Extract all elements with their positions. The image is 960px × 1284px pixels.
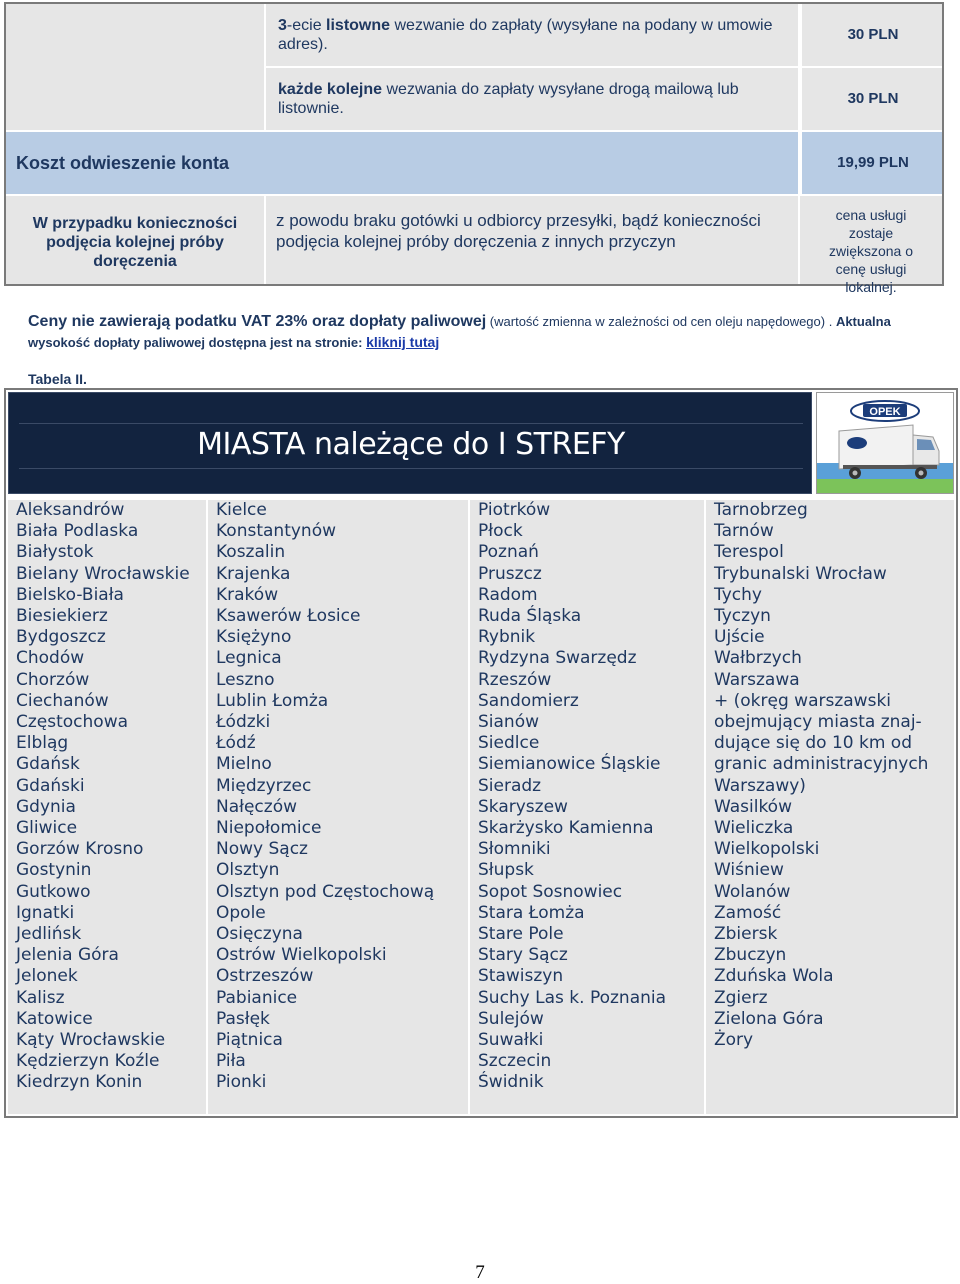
city-item: Zgierz bbox=[714, 987, 768, 1008]
city-item: Piła bbox=[216, 1051, 246, 1072]
city-item: Ostrów Wielkopolski bbox=[216, 945, 387, 966]
city-item: Sieradz bbox=[478, 775, 542, 796]
city-item: Olsztyn pod Częstochową bbox=[216, 881, 435, 902]
city-item: Siedlce bbox=[478, 733, 540, 754]
city-item: Kielce bbox=[216, 500, 267, 520]
city-item: Sopot Sosnowiec bbox=[478, 881, 623, 902]
city-item: Elbląg bbox=[16, 733, 69, 754]
city-item: Tarnów bbox=[714, 521, 774, 542]
city-item: Zbiersk bbox=[714, 924, 778, 945]
city-item: Warszawy) bbox=[714, 775, 806, 796]
city-item: Zduńska Wola bbox=[714, 966, 834, 987]
opek-truck-logo bbox=[816, 392, 954, 494]
city-item: Jelenia Góra bbox=[16, 945, 119, 966]
city-item: Katowice bbox=[16, 1008, 93, 1029]
city-item: Słomniki bbox=[478, 839, 551, 860]
city-item: Nowy Sącz bbox=[216, 839, 308, 860]
city-item: Pasłęk bbox=[216, 1008, 270, 1029]
price-row-1-price-cell bbox=[800, 4, 942, 66]
city-item: Pionki bbox=[216, 1072, 267, 1093]
city-item: Ruda Śląska bbox=[478, 606, 582, 627]
cities-column-3 bbox=[470, 500, 704, 1114]
city-item: Łódzki bbox=[216, 712, 271, 733]
city-item: Słupsk bbox=[478, 860, 534, 881]
city-item: Stare Pole bbox=[478, 924, 564, 945]
price-row-2-price-cell bbox=[800, 68, 942, 130]
city-item: Ignatki bbox=[16, 902, 75, 923]
city-item: Stara Łomża bbox=[478, 902, 585, 923]
city-item: Kędzierzyn Koźle bbox=[16, 1051, 160, 1072]
table-label: Tabela II. bbox=[28, 371, 87, 387]
city-item: Osięczyna bbox=[216, 924, 303, 945]
city-item: Ciechanów bbox=[16, 690, 109, 711]
price-row-4-note: cena usługi zostaje zwiększona o cenę usługi lokalnej. bbox=[828, 207, 914, 295]
city-item: Piątnica bbox=[216, 1030, 283, 1051]
city-item: Bydgoszcz bbox=[16, 627, 106, 648]
city-item: Rybnik bbox=[478, 627, 536, 648]
city-item: Sianów bbox=[478, 712, 540, 733]
city-item: Nałęczów bbox=[216, 796, 297, 817]
city-item: Płock bbox=[478, 521, 523, 542]
price-row-4-note-cell bbox=[800, 196, 942, 295]
cities-column-2 bbox=[208, 500, 468, 1114]
city-item: Łódź bbox=[216, 733, 256, 754]
city-item: Biesiekierz bbox=[16, 606, 108, 627]
city-item: Zbuczyn bbox=[714, 945, 787, 966]
city-item: Suchy Las k. Poznania bbox=[478, 987, 667, 1008]
cities-table bbox=[4, 388, 958, 1118]
city-item: Gdański bbox=[16, 775, 85, 796]
city-item: Olsztyn bbox=[216, 860, 280, 881]
city-item: Pruszcz bbox=[478, 563, 542, 584]
city-item: + (okręg warszawski bbox=[714, 690, 892, 711]
city-item: Kraków bbox=[216, 584, 279, 605]
city-item: Zamość bbox=[714, 902, 782, 923]
city-item: Żory bbox=[714, 1030, 754, 1051]
city-item: Stawiszyn bbox=[478, 966, 564, 987]
city-item: Kąty Wrocławskie bbox=[16, 1030, 166, 1051]
price-row-4-label: W przypadku konieczności podjęcia kolejnej próby doręczenia bbox=[32, 215, 238, 270]
city-item: Wałbrzych bbox=[714, 648, 802, 669]
city-item: Świdnik bbox=[478, 1072, 544, 1093]
city-item: Rzeszów bbox=[478, 669, 552, 690]
price-table-empty-cell bbox=[6, 4, 264, 130]
price-row-3 bbox=[6, 132, 798, 194]
vat-note-main: Ceny nie zawierają podatku VAT 23% oraz dopłaty paliwowej bbox=[28, 313, 487, 330]
price-table bbox=[4, 2, 944, 295]
city-item: Księżyno bbox=[216, 627, 292, 648]
city-item: Warszawa bbox=[714, 669, 800, 690]
city-item: Suwałki bbox=[478, 1030, 544, 1051]
price-row-4-desc-cell bbox=[266, 196, 798, 284]
price-row-2-desc bbox=[264, 68, 798, 130]
city-item: Gdynia bbox=[16, 796, 76, 817]
city-item: Kiedrzyn Konin bbox=[16, 1072, 143, 1093]
cities-column-1 bbox=[8, 500, 206, 1114]
vat-note-detail: (wartość zmienna w zależności od cen oleju napędowego) . bbox=[486, 314, 836, 329]
city-item: Gutkowo bbox=[16, 881, 91, 902]
vat-note bbox=[28, 312, 938, 353]
city-item: Szczecin bbox=[478, 1051, 552, 1072]
city-item: Biała Podlaska bbox=[16, 521, 139, 542]
city-item: Leszno bbox=[216, 669, 275, 690]
price-row-3-price-cell bbox=[800, 132, 942, 194]
city-item: Jedlińsk bbox=[16, 924, 82, 945]
city-item: Białystok bbox=[16, 542, 94, 563]
city-item: Gorzów Krosno bbox=[16, 839, 144, 860]
city-item: Terespol bbox=[714, 542, 784, 563]
city-item: Jelonek bbox=[16, 966, 78, 987]
city-item: Bielsko-Biała bbox=[16, 584, 124, 605]
city-item: Tyczyn bbox=[714, 606, 771, 627]
city-item: Skarżysko Kamienna bbox=[478, 818, 654, 839]
city-item: Tychy bbox=[714, 584, 762, 605]
city-item: Chorzów bbox=[16, 669, 90, 690]
cities-banner bbox=[8, 392, 812, 494]
city-item: Wiśniew bbox=[714, 860, 784, 881]
city-item: Trybunalski Wrocław bbox=[714, 563, 887, 584]
city-item: Pabianice bbox=[216, 987, 298, 1008]
city-item: Zielona Góra bbox=[714, 1008, 824, 1029]
truck-logo-icon bbox=[817, 393, 953, 493]
price-row-4-label-cell bbox=[6, 196, 264, 284]
city-item: Częstochowa bbox=[16, 712, 129, 733]
city-item: Aleksandrów bbox=[16, 500, 125, 520]
city-item: Lublin Łomża bbox=[216, 690, 329, 711]
city-item: dujące się do 10 km od bbox=[714, 733, 912, 754]
city-item: Wielkopolski bbox=[714, 839, 820, 860]
city-item: Piotrków bbox=[478, 500, 551, 520]
city-item: Poznań bbox=[478, 542, 539, 563]
price-row-1-desc bbox=[264, 4, 798, 66]
price-row-3-price: 19,99 PLN bbox=[837, 154, 909, 171]
city-item: granic administracyjnych bbox=[714, 754, 929, 775]
city-item: Ksawerów Łosice bbox=[216, 606, 361, 627]
city-item: Sulejów bbox=[478, 1008, 544, 1029]
price-row-1-price: 30 PLN bbox=[847, 26, 899, 43]
city-item: Koszalin bbox=[216, 542, 286, 563]
city-item: Legnica bbox=[216, 648, 282, 669]
price-row-2-price: 30 PLN bbox=[847, 90, 899, 107]
price-row-4-desc: z powodu braku gotówki u odbiorcy przesyłki, bądź konieczności podjęcia kolejnej próby doręczenia z innych przyczyn bbox=[276, 211, 761, 251]
city-item: Skaryszew bbox=[478, 796, 568, 817]
city-item: Opole bbox=[216, 902, 266, 923]
city-item: Tarnobrzeg bbox=[714, 500, 808, 520]
cities-title: MIASTA należące do I STREFY bbox=[197, 427, 625, 462]
city-item: Niepołomice bbox=[216, 818, 322, 839]
price-row-3-label: Koszt odwieszenie konta bbox=[16, 153, 230, 173]
city-item: Kalisz bbox=[16, 987, 65, 1008]
city-item: Wolanów bbox=[714, 881, 791, 902]
city-item: Chodów bbox=[16, 648, 85, 669]
city-item: Ujście bbox=[714, 627, 765, 648]
city-item: Krajenka bbox=[216, 563, 291, 584]
city-item: Gliwice bbox=[16, 818, 78, 839]
city-item: Konstantynów bbox=[216, 521, 336, 542]
city-item: Międzyrzec bbox=[216, 775, 312, 796]
city-item: Sandomierz bbox=[478, 690, 579, 711]
price-row-1-text: 3-ecie listowne wezwanie do zapłaty (wysyłane na podany w umowie adres). bbox=[278, 17, 773, 53]
city-item: Gdańsk bbox=[16, 754, 80, 775]
cities-column-4 bbox=[706, 500, 954, 1114]
fuel-surcharge-note: Aktualna wysokość dopłaty paliwowej dostępna jest na stronie: bbox=[28, 314, 891, 350]
city-item: Radom bbox=[478, 584, 538, 605]
city-item: Rydzyna Swarzędz bbox=[478, 648, 637, 669]
page-number: 7 bbox=[475, 1262, 485, 1283]
svg-text:OPEK: OPEK bbox=[869, 406, 901, 418]
city-item: Gostynin bbox=[16, 860, 92, 881]
city-item: Siemianowice Śląskie bbox=[478, 754, 661, 775]
city-item: obejmujący miasta znaj- bbox=[714, 712, 922, 733]
city-item: Bielany Wrocławskie bbox=[16, 563, 190, 584]
city-item: Stary Sącz bbox=[478, 945, 568, 966]
price-row-2-text: każde kolejne wezwania do zapłaty wysyłane drogą mailową lub listownie. bbox=[278, 81, 739, 117]
city-item: Wieliczka bbox=[714, 818, 794, 839]
city-item: Wasilków bbox=[714, 796, 792, 817]
fuel-surcharge-link[interactable]: kliknij tutaj bbox=[366, 334, 440, 350]
city-item: Ostrzeszów bbox=[216, 966, 314, 987]
city-item: Mielno bbox=[216, 754, 272, 775]
